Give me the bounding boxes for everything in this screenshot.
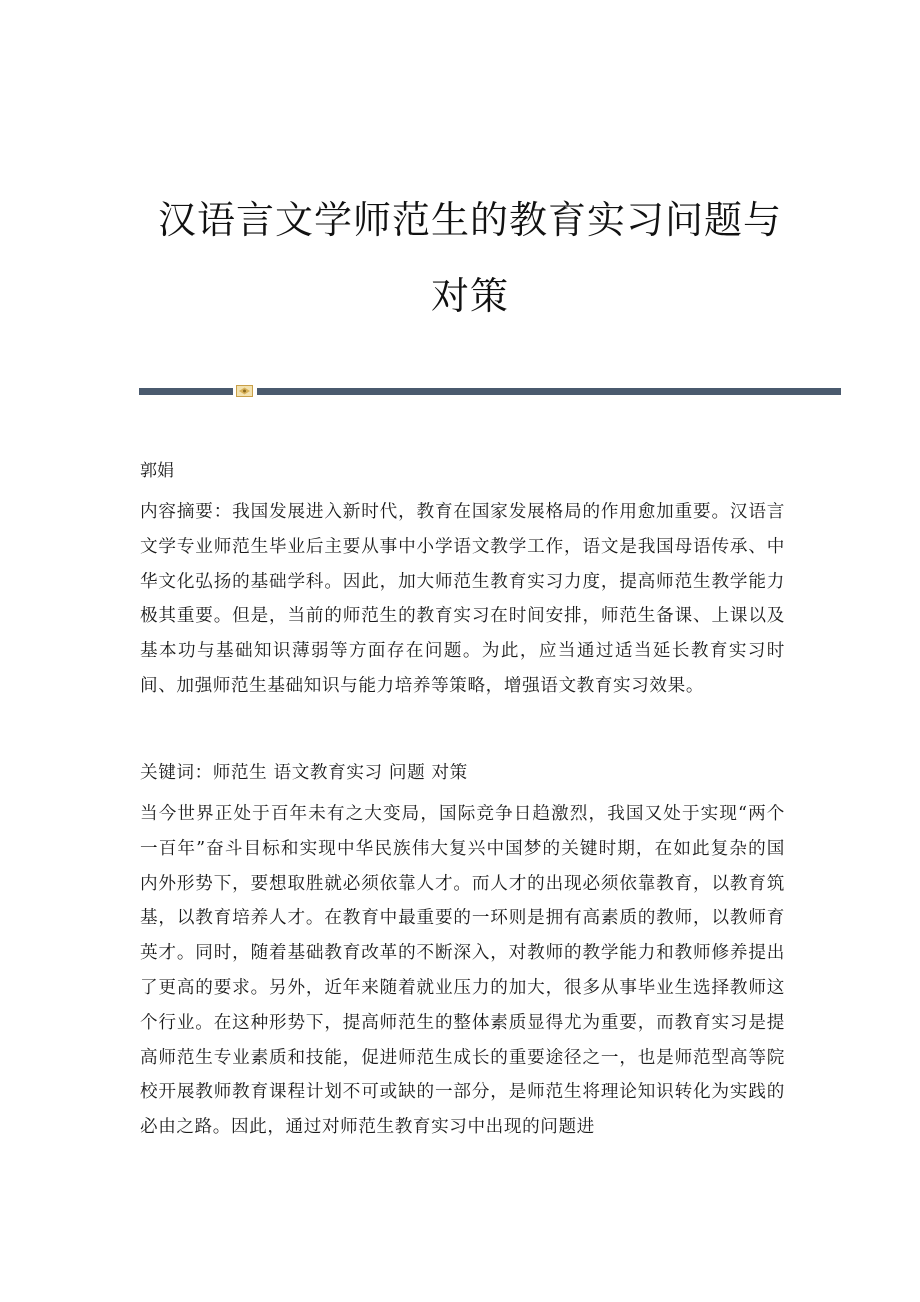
divider-bar-right [257,388,841,395]
body-paragraph: 当今世界正处于百年未有之大变局，国际竞争日趋激烈，我国又处于实现“两个一百年”奋斗目标和实现中华民族伟大复兴中国梦的关键时期，在如此复杂的国内外形势下，要想取胜就必须依靠人才。而人才的出现必须依靠教育，以教育筑基，以教育培养人才。在教育中最重要的一环则是拥有高素质的教师，以教师育英才。同时，随着基础教育改革的不断深入，对教师的教学能力和教师修养提出了更高的要求。另外，近年来随着就业压力的加大，很多从事毕业生选择教师这个行业。在这种形势下，提高师范生的整体素质显得尤为重要，而教育实习是提高师范生专业素质和技能，促进师范生成长的重要途径之一，也是师范型高等院校开展教师教育课程计划不可或缺的一部分，是师范生将理论知识转化为实践的必由之路。因此，通过对师范生教育实习中出现的问题进 [140,804,785,1138]
divider-bar-left [139,388,233,395]
document-title: 汉语言文学师范生的教育实习问题与对策 [157,198,782,318]
author-name: 郭娟 [140,461,174,481]
title-divider [139,385,841,397]
ornament-icon [236,385,253,397]
keywords-line: 关键词：师范生 语文教育实习 问题 对策 [140,763,468,783]
abstract-paragraph: 内容摘要：我国发展进入新时代，教育在国家发展格局的作用愈加重要。汉语言文学专业师范生毕业后主要从事中小学语文教学工作，语文是我国母语传承、中华文化弘扬的基础学科。因此，加大师范生教育实习力度，提高师范生教学能力极其重要。但是，当前的师范生的教育实习在时间安排，师范生备课、上课以及基本功与基础知识薄弱等方面存在问题。为此，应当通过适当延长教育实习时间、加强师范生基础知识与能力培养等策略，增强语文教育实习效果。 [140,502,785,696]
